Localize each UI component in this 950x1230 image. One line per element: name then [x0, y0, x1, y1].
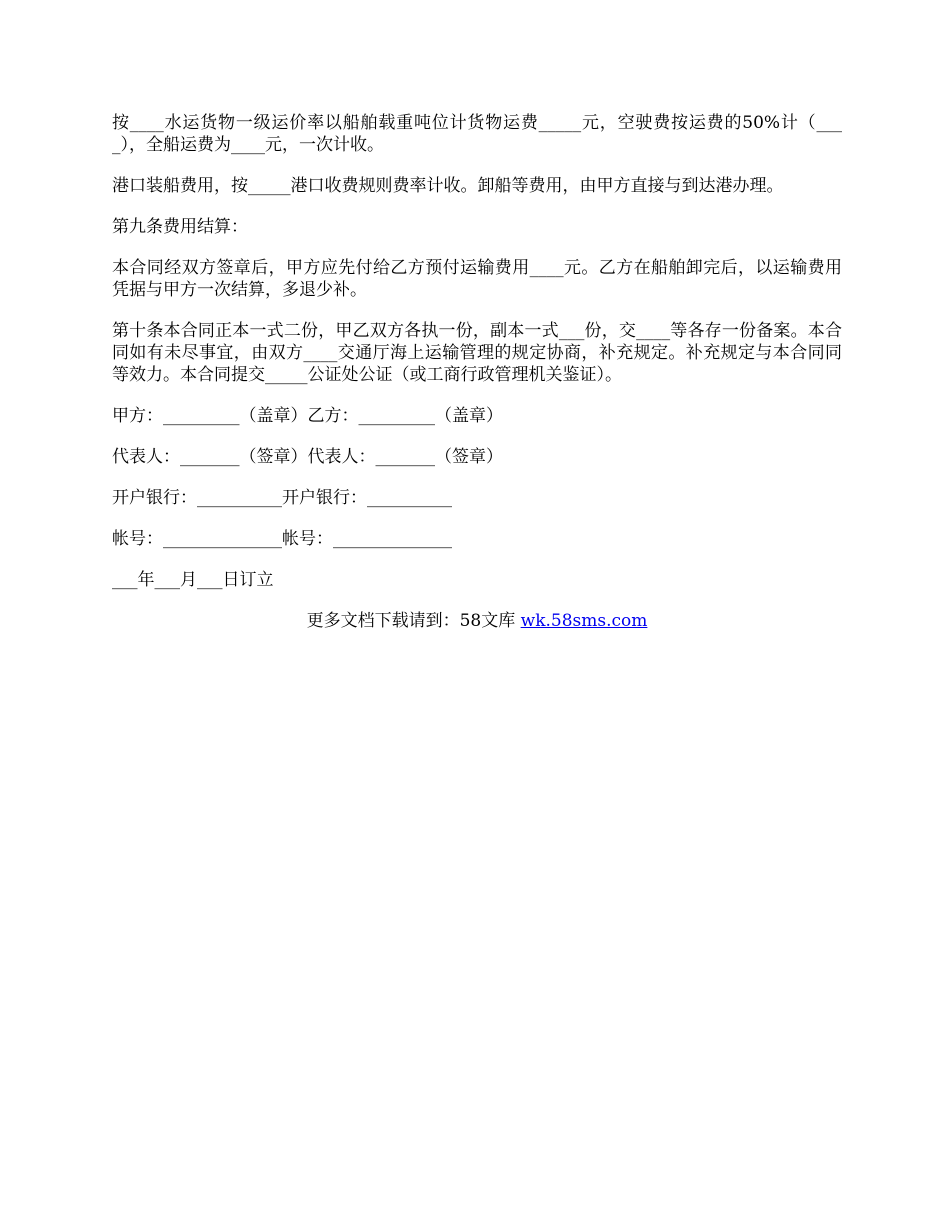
paragraph-settlement: 本合同经双方签章后，甲方应先付给乙方预付运输费用____元。乙方在船舶卸完后，以运输费用凭据与甲方一次结算，多退少补。	[112, 258, 842, 300]
signature-representative-line: 代表人：_______（签章）代表人：_______（签章）	[112, 447, 503, 467]
paragraph-freight-charges: 按____水运货物一级运价率以船舶载重吨位计货物运费_____元，空驶费按运费的50%计（____），全船运费为____元，一次计收。	[112, 113, 842, 155]
document-page	[112, 112, 842, 632]
date-line: ___年___月___日订立	[112, 570, 274, 590]
paragraph-port-fees: 港口装船费用，按_____港口收费规则费率计收。卸船等费用，由甲方直接与到达港办理。	[112, 176, 784, 196]
bank-line: 开户银行：__________开户银行：__________	[112, 488, 452, 508]
footer-text: 更多文档下载请到：58文库	[306, 611, 521, 631]
signature-party-line: 甲方：_________（盖章）乙方：_________（盖章）	[112, 406, 503, 426]
paragraph-article-10: 第十条本合同正本一式二份，甲乙双方各执一份，副本一式___份，交____等各存一份备案。本合同如有未尽事宜，由双方____交通厅海上运输管理的规定协商，补充规定。补充规定与本合同同等效力。本合同提交_____公证处公证（或工商行政管理机关鉴证）。	[112, 321, 842, 385]
account-line: 帐号：______________帐号：______________	[112, 529, 452, 549]
footer-link[interactable]: wk.58sms.com	[520, 611, 648, 631]
footer-download-note	[112, 610, 842, 632]
paragraph-article-9-heading: 第九条费用结算：	[112, 217, 248, 237]
